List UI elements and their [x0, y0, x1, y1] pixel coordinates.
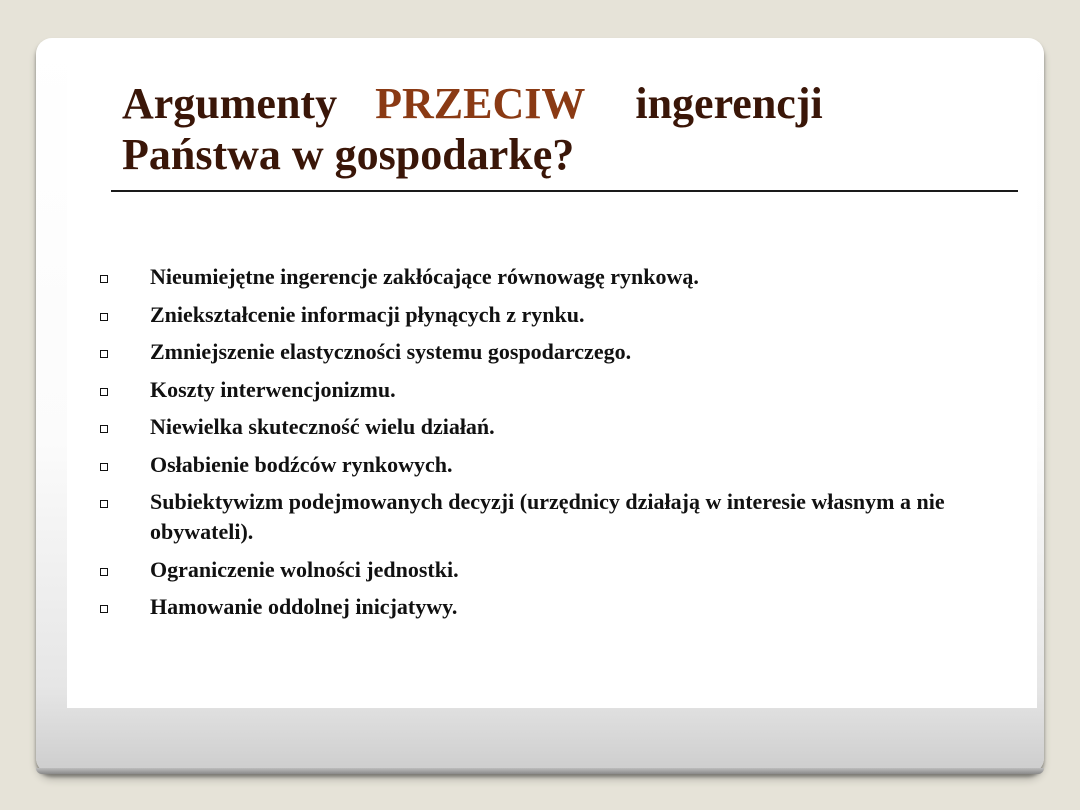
square-bullet-icon [100, 313, 108, 321]
square-bullet-icon [100, 388, 108, 396]
bullet-text: Ograniczenie wolności jednostki. [150, 556, 459, 582]
square-bullet-icon [100, 500, 108, 508]
bullet-text: Nieumiejętne ingerencje zakłócające równowagę rynkową. [150, 264, 699, 289]
bullet-item [96, 337, 996, 367]
square-bullet-icon [100, 350, 108, 358]
bullet-text: Koszty interwencjonizmu. [150, 376, 396, 402]
bullet-text: Niewielka skuteczność wielu działań. [150, 414, 495, 439]
title-part-1: Argumenty [122, 79, 338, 128]
bullet-item [96, 555, 996, 585]
bullet-item [96, 487, 996, 547]
title-line-2: Państwa w gospodarkę? [122, 130, 575, 179]
square-bullet-icon [100, 605, 108, 613]
title-part-2: ingerencji [635, 79, 823, 128]
bullet-item [96, 592, 996, 622]
square-bullet-icon [100, 425, 108, 433]
bullet-list [96, 262, 996, 630]
bullet-item [96, 412, 996, 442]
bullet-item [96, 262, 996, 292]
bullet-text: Hamowanie oddolnej inicjatywy. [150, 594, 458, 619]
title-accent: PRZECIW [375, 79, 586, 128]
bullet-item [96, 300, 996, 330]
title-divider [111, 190, 1018, 192]
square-bullet-icon [100, 463, 108, 471]
bullet-text: Zmniejszenie elastyczności systemu gospodarczego. [150, 339, 632, 364]
title-line-1 [122, 78, 1002, 129]
bullet-text: Subiektywizm podejmowanych decyzji (urzędnicy działają w interesie własnym a nie obywateli). [150, 489, 945, 544]
slide-title [122, 78, 1002, 180]
bullet-item [96, 450, 996, 480]
square-bullet-icon [100, 568, 108, 576]
bullet-text: Zniekształcenie informacji płynących z rynku. [150, 301, 585, 327]
bullet-text: Osłabienie bodźców rynkowych. [150, 451, 453, 477]
bullet-item [96, 375, 996, 405]
square-bullet-icon [100, 275, 108, 283]
